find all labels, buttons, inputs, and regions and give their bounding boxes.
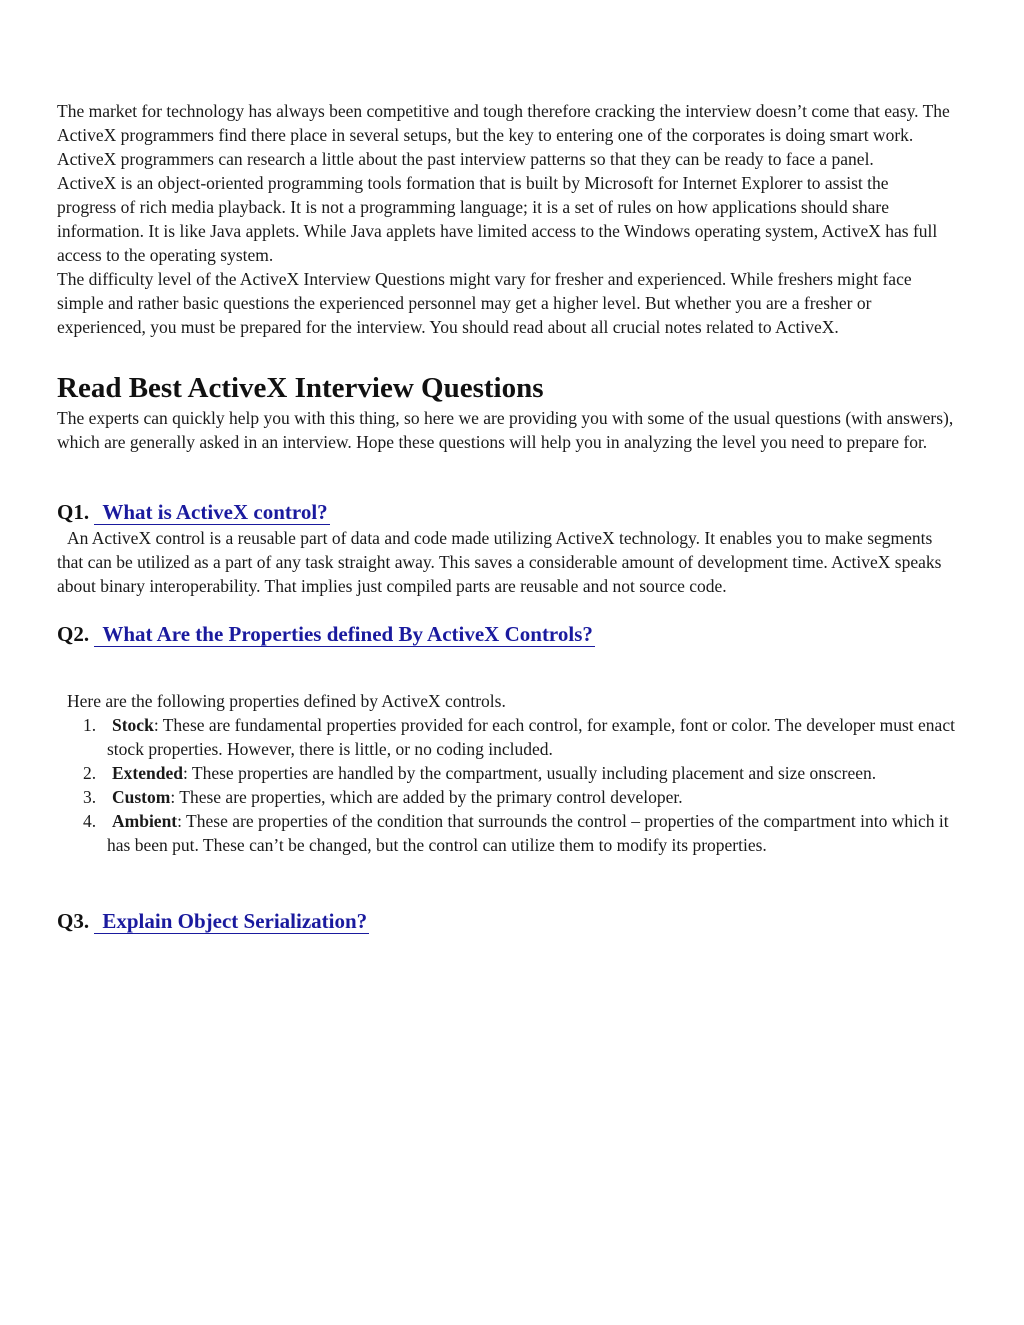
question-1-number: Q1. bbox=[57, 500, 90, 524]
intro-paragraph-3: The difficulty level of the ActiveX Interview Questions might vary for fresher and experienced. While freshers might face simple and rather basic questions the experienced personnel may get a higher level. But whether you are a fresher or experienced, you must be prepared for the interview. You should read about all crucial notes related to ActiveX. bbox=[57, 269, 912, 337]
question-1-link[interactable]: What is ActiveX control? bbox=[94, 500, 329, 525]
intro-paragraph-1: The market for technology has always been competitive and tough therefore cracking the interview doesn’t come that easy. The ActiveX programmers find there place in several setups, but the key to entering one of the corporates is doing smart work. ActiveX programmers can research a little about the past interview patterns so that they can be ready to face a panel. bbox=[57, 101, 950, 169]
list-item-number: 3. bbox=[83, 787, 97, 807]
list-item bbox=[83, 809, 962, 857]
question-1-answer bbox=[57, 526, 962, 598]
question-3-number: Q3. bbox=[57, 909, 90, 933]
properties-list bbox=[57, 713, 962, 857]
list-item bbox=[83, 761, 962, 785]
list-item-number: 1. bbox=[83, 715, 97, 735]
question-3-heading bbox=[57, 907, 964, 935]
intro-paragraph-2: ActiveX is an object-oriented programming tools formation that is built by Microsoft for Internet Explorer to assist the progress of rich media playback. It is not a programming language; it is a set of rules on how applications should share information. It is like Java applets. While Java applets have limited access to the Windows operating system, ActiveX has full access to the operating system. bbox=[57, 173, 938, 265]
list-item-number: 4. bbox=[83, 811, 97, 831]
list-item-text: : These properties are handled by the compartment, usually including placement and size onscreen. bbox=[182, 763, 877, 783]
list-item bbox=[83, 785, 962, 809]
question-2-number: Q2. bbox=[57, 622, 90, 646]
question-1-answer-text: An ActiveX control is a reusable part of data and code made utilizing ActiveX technology. It enables you to make segments that can be utilized as a part of any task straight away. This saves a considerable amount of development time. ActiveX speaks about binary interoperability. That implies just compiled parts are reusable and not source code. bbox=[57, 528, 942, 596]
list-item bbox=[83, 713, 962, 761]
question-2-link[interactable]: What Are the Properties defined By ActiveX Controls? bbox=[94, 622, 595, 647]
question-3-link[interactable]: Explain Object Serialization? bbox=[94, 909, 369, 934]
list-item-term: Custom bbox=[112, 787, 171, 807]
question-2-intro: Here are the following properties defined by ActiveX controls. bbox=[67, 691, 506, 711]
question-1-heading bbox=[57, 498, 964, 526]
section-title: Read Best ActiveX Interview Questions bbox=[57, 372, 544, 404]
list-item-term: Ambient bbox=[112, 811, 178, 831]
section-intro: The experts can quickly help you with this thing, so here we are providing you with some of the usual questions (with answers), which are generally asked in an interview. Hope these questions will help you in analyzing the level you need to prepare for. bbox=[57, 408, 954, 452]
list-item-text: : These are fundamental properties provided for each control, for example, font or color. The developer must enact stock properties. However, there is little, or no coding included. bbox=[107, 715, 955, 759]
list-item-text: : These are properties, which are added by the primary control developer. bbox=[170, 787, 683, 807]
list-item-number: 2. bbox=[83, 763, 97, 783]
list-item-term: Extended bbox=[112, 763, 183, 783]
question-2-heading bbox=[57, 620, 964, 648]
list-item-term: Stock bbox=[112, 715, 154, 735]
list-item-text: : These are properties of the condition that surrounds the control – properties of the compartment into which it has been put. These can’t be changed, but the control can utilize them to modify its properties. bbox=[107, 811, 949, 855]
